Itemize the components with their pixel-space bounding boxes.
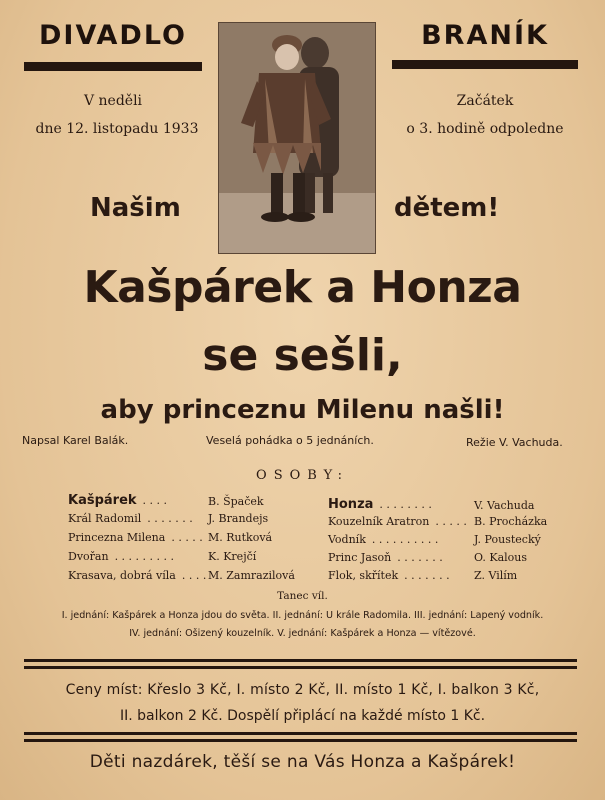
header-bar-right [392,60,578,69]
cast-actor: M. Zamrazilová [208,569,295,582]
cast-actor: Z. Vilím [474,569,518,582]
cast-row-left [68,531,203,544]
cast-dots: . . . . . . . [404,569,450,582]
play-subtitle: aby princeznu Milenu našli! [100,395,505,425]
prices-line-2: II. balkon 2 Kč. Dospělí připlácí na každé místo 1 Kč. [119,708,486,724]
cast-role: Kouzelník Aratron [328,515,430,528]
cast-role: Princ Jasoň [328,551,392,564]
theatre-name-right: BRANÍK [421,20,549,51]
date-line-2: dne 12. listopadu 1933 [35,121,199,137]
jester-photograph [218,22,376,254]
start-line-2: o 3. hodině odpoledne [406,121,564,137]
dance-note: Tanec víl. [277,590,328,602]
jester-figure-icon [219,23,375,253]
cast-actor: V. Vachuda [474,499,535,512]
cast-dots: . . . . . [435,515,467,528]
cast-role: Král Radomil [68,512,142,525]
cast-row-left [68,550,174,563]
cast-actor: K. Krejčí [208,550,257,563]
cast-actor: J. Brandejs [208,512,269,525]
genre-credit: Veselá pohádka o 5 jednáních. [206,434,374,447]
footer-greeting: Děti nazdárek, těší se na Vás Honza a Kašpárek! [89,752,516,772]
start-line-1: Začátek [456,93,514,109]
play-title-line-1: Kašpárek a Honza [83,262,522,313]
dedication-left: Našim [90,193,181,223]
acts-line-2: IV. jednání: Ošizený kouzelník. V. jednání: Kašpárek a Honza — vítězové. [129,628,476,639]
cast-actor: O. Kalous [474,551,528,564]
play-title-line-2: se sešli, [202,330,403,381]
date-line-1: V neděli [83,93,143,109]
prices-bottom-rule [24,732,577,742]
cast-role: Vodník [328,533,366,546]
acts-line-1: I. jednání: Kašpárek a Honza jdou do světa. II. jednání: U krále Radomila. III. jednání: Lapený vodník. [61,610,544,621]
cast-row-right [328,515,467,528]
cast-row-left [68,512,193,525]
cast-row-left [68,569,206,582]
dedication-right: dětem! [394,193,500,223]
cast-dots: . . . . . . . . . [114,550,175,563]
cast-role: Kašpárek [68,493,137,508]
cast-actor: M. Rutková [208,531,273,544]
cast-heading: OSOBY: [256,468,349,483]
cast-role: Princezna Milena [68,531,166,544]
cast-dots: . . . . . . . [147,512,193,525]
cast-dots: . . . . . . . . [379,498,432,511]
director-credit: Režie V. Vachuda. [466,436,563,449]
cast-role: Flok, skřítek [328,569,399,582]
cast-dots: . . . . [181,569,207,582]
cast-dots: . . . . . . . [397,551,443,564]
cast-role: Krasava, dobrá víla [68,569,176,582]
cast-dots: . . . . . [171,531,203,544]
cast-row-right [328,497,432,512]
prices-line-1: Ceny míst: Křeslo 3 Kč, I. místo 2 Kč, II. místo 1 Kč, I. balkon 3 Kč, [65,682,540,698]
author-credit: Napsal Karel Balák. [22,434,129,447]
cast-dots: . . . . . . . . . . [371,533,439,546]
cast-actor: J. Poustecký [474,533,541,546]
cast-row-right [328,551,443,564]
cast-row-right [328,533,438,546]
prices-top-rule [24,659,577,669]
cast-dots: . . . . [142,494,168,507]
cast-row-right [328,569,450,582]
header-bar-left [24,62,202,71]
theatre-name-left: DIVADLO [38,20,188,51]
cast-role: Dvořan [68,550,109,563]
cast-actor: B. Procházka [474,515,548,528]
cast-actor: B. Špaček [208,495,264,508]
cast-row-left [68,493,167,508]
cast-role: Honza [328,497,374,512]
